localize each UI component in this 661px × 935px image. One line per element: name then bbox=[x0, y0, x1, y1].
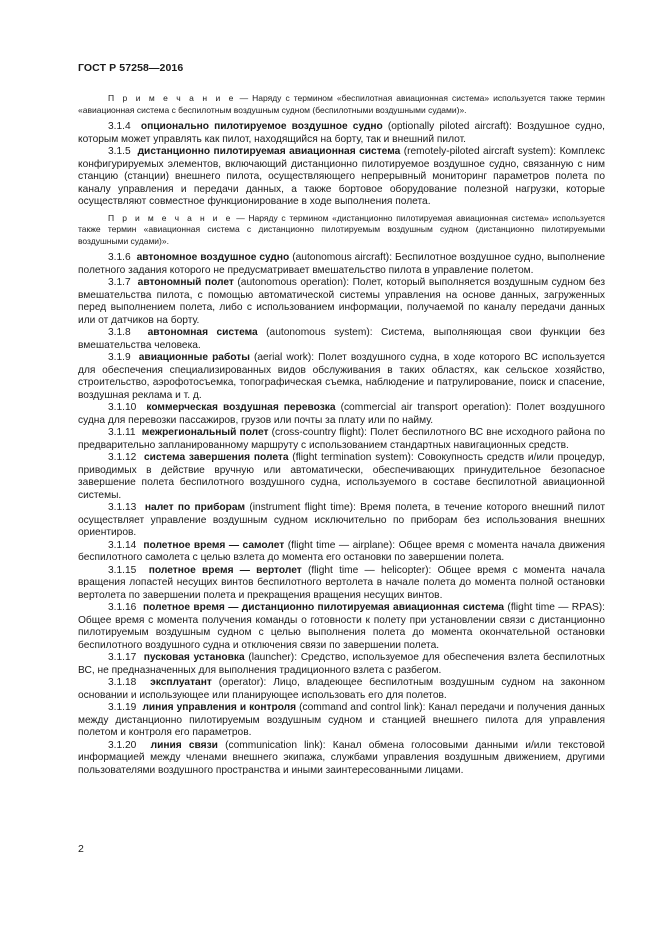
term-3-1-4: 3.1.4 опционально пилотируемое воздушное судно (optionally piloted aircraft): Воздушное судно, которым может управлять как пилот, находящийся на борту, так и внешний пилот. bbox=[78, 121, 605, 145]
term-3-1-15: 3.1.15 полетное время — вертолет (flight time — helicopter): Общее время с момента начала вращения лопастей несущих винтов беспилотного вертолета в начале полета до момента полной остановки вертолета по завершении полета и прекращения вращения несущих винтов. bbox=[78, 564, 605, 601]
note-1: П р и м е ч а н и е — Наряду с термином «беспилотная авиационная система» используется также термин «авиационная система с беспилотным воздушным судном (беспилотными воздушными судами)». bbox=[78, 93, 605, 115]
term-3-1-14: 3.1.14 полетное время — самолет (flight time — airplane): Общее время с момента начала движения беспилотного самолета с целью взлета до момента его остановки по завершении полета. bbox=[78, 539, 605, 563]
term-3-1-19: 3.1.19 линия управления и контроля (command and control link): Канал передачи и получения данных между дистанционно пилотируемым воздушным судном и станцией внешнего пилота для управления полетом и контроля его параметров. bbox=[78, 702, 605, 738]
term-3-1-20: 3.1.20 линия связи (communication link): Канал обмена голосовыми данными и/или текстовой информацией между членами внешнего экипажа, службами управления воздушным движением, другими пользователями воздушного пространства и иными заинтересованными лицами. bbox=[78, 739, 605, 776]
document-body bbox=[78, 93, 605, 777]
term-3-1-7: 3.1.7 автономный полет (autonomous operation): Полет, который выполняется воздушным судном без вмешательства пилота, с помощью автоматической системы управления на основе данных, загруженных перед выполнением полета, либо с использованием информации, получаемой по каналу передачи данных или от датчиков на борту. bbox=[78, 277, 605, 326]
term-3-1-18: 3.1.18 эксплуатант (operator): Лицо, владеющее беспилотным воздушным судном на законном основании и использующее или планирующее использовать его для полетов. bbox=[78, 677, 605, 701]
term-3-1-9: 3.1.9 авиационные работы (aerial work): Полет воздушного судна, в ходе которого ВС используется для обеспечения специализированных видов обслуживания в таких областях, как сельское хозяйство, строительство, аэрофотосъемка, топографическая съемка, наблюдение и патрулирование, поиск и спасение, воздушная реклама и т. д. bbox=[78, 352, 605, 401]
term-3-1-17: 3.1.17 пусковая установка (launcher): Средство, используемое для обеспечения взлета беспилотных ВС, не предназначенных для выполнения традиционного взлета с разбегом. bbox=[78, 652, 605, 676]
term-3-1-13: 3.1.13 налет по приборам (instrument flight time): Время полета, в течение которого внешний пилот осуществляет управление воздушным судном исключительно по приборам без использования внешних ориентиров. bbox=[78, 502, 605, 538]
term-3-1-11: 3.1.11 межрегиональный полет (cross-country flight): Полет беспилотного ВС вне исходного района по предварительно запланированному маршруту с использованием стандартных навигационных средств. bbox=[78, 427, 605, 451]
term-3-1-8: 3.1.8 автономная система (autonomous system): Система, выполняющая свои функции без вмешательства человека. bbox=[78, 327, 605, 351]
term-3-1-12: 3.1.12 система завершения полета (flight termination system): Совокупность средств и/или процедур, приводимых в действие вручную или автоматически, обеспечивающих принудительное безопасное завершение полета беспилотного воздушного судна, используемого в составе беспилотной авиационной системы. bbox=[78, 452, 605, 501]
term-3-1-6: 3.1.6 автономное воздушное судно (autonomous aircraft): Беспилотное воздушное судно, выполнение полетного задания которого не предусматривает вмешательство пилота в управление полетом. bbox=[78, 252, 605, 276]
term-3-1-5: 3.1.5 дистанционно пилотируемая авиационная система (remotely-piloted aircraft system): Комплекс конфигурируемых элементов, включающий дистанционно пилотируемое воздушное судно, связанную с ним станцию (станции) внешнего пилота, осуществляющего непрерывный мониторинг параметров полета по каналу управления и передачи данных, а также бортовое оборудование полезной нагрузки, которые осуществляют совместное функционирование в ходе выполнения полета. bbox=[78, 146, 605, 207]
term-3-1-10: 3.1.10 коммерческая воздушная перевозка (commercial air transport operation): Полет воздушного судна для перевозки пассажиров, грузов или почты за плату или по найму. bbox=[78, 402, 605, 426]
page-number: 2 bbox=[78, 843, 84, 855]
term-3-1-16: 3.1.16 полетное время — дистанционно пилотируемая авиационная система (flight time — RPAS): Общее время с момента получения команды о готовности к полету при установлении связи с дистанционно пилотируемым воздушным судном с целью выполнения полета до момента окончательной остановки беспилотного воздушного судна и отключения связи по завершении полета. bbox=[78, 602, 606, 651]
note-2: П р и м е ч а н и е — Наряду с термином «дистанционно пилотируемая авиационная система» используется также термин «авиационная система с дистанционно пилотируемым воздушным судном (дистанционно пилотируемыми воздушными судами)». bbox=[78, 212, 605, 246]
document-header: ГОСТ Р 57258—2016 bbox=[78, 62, 184, 74]
